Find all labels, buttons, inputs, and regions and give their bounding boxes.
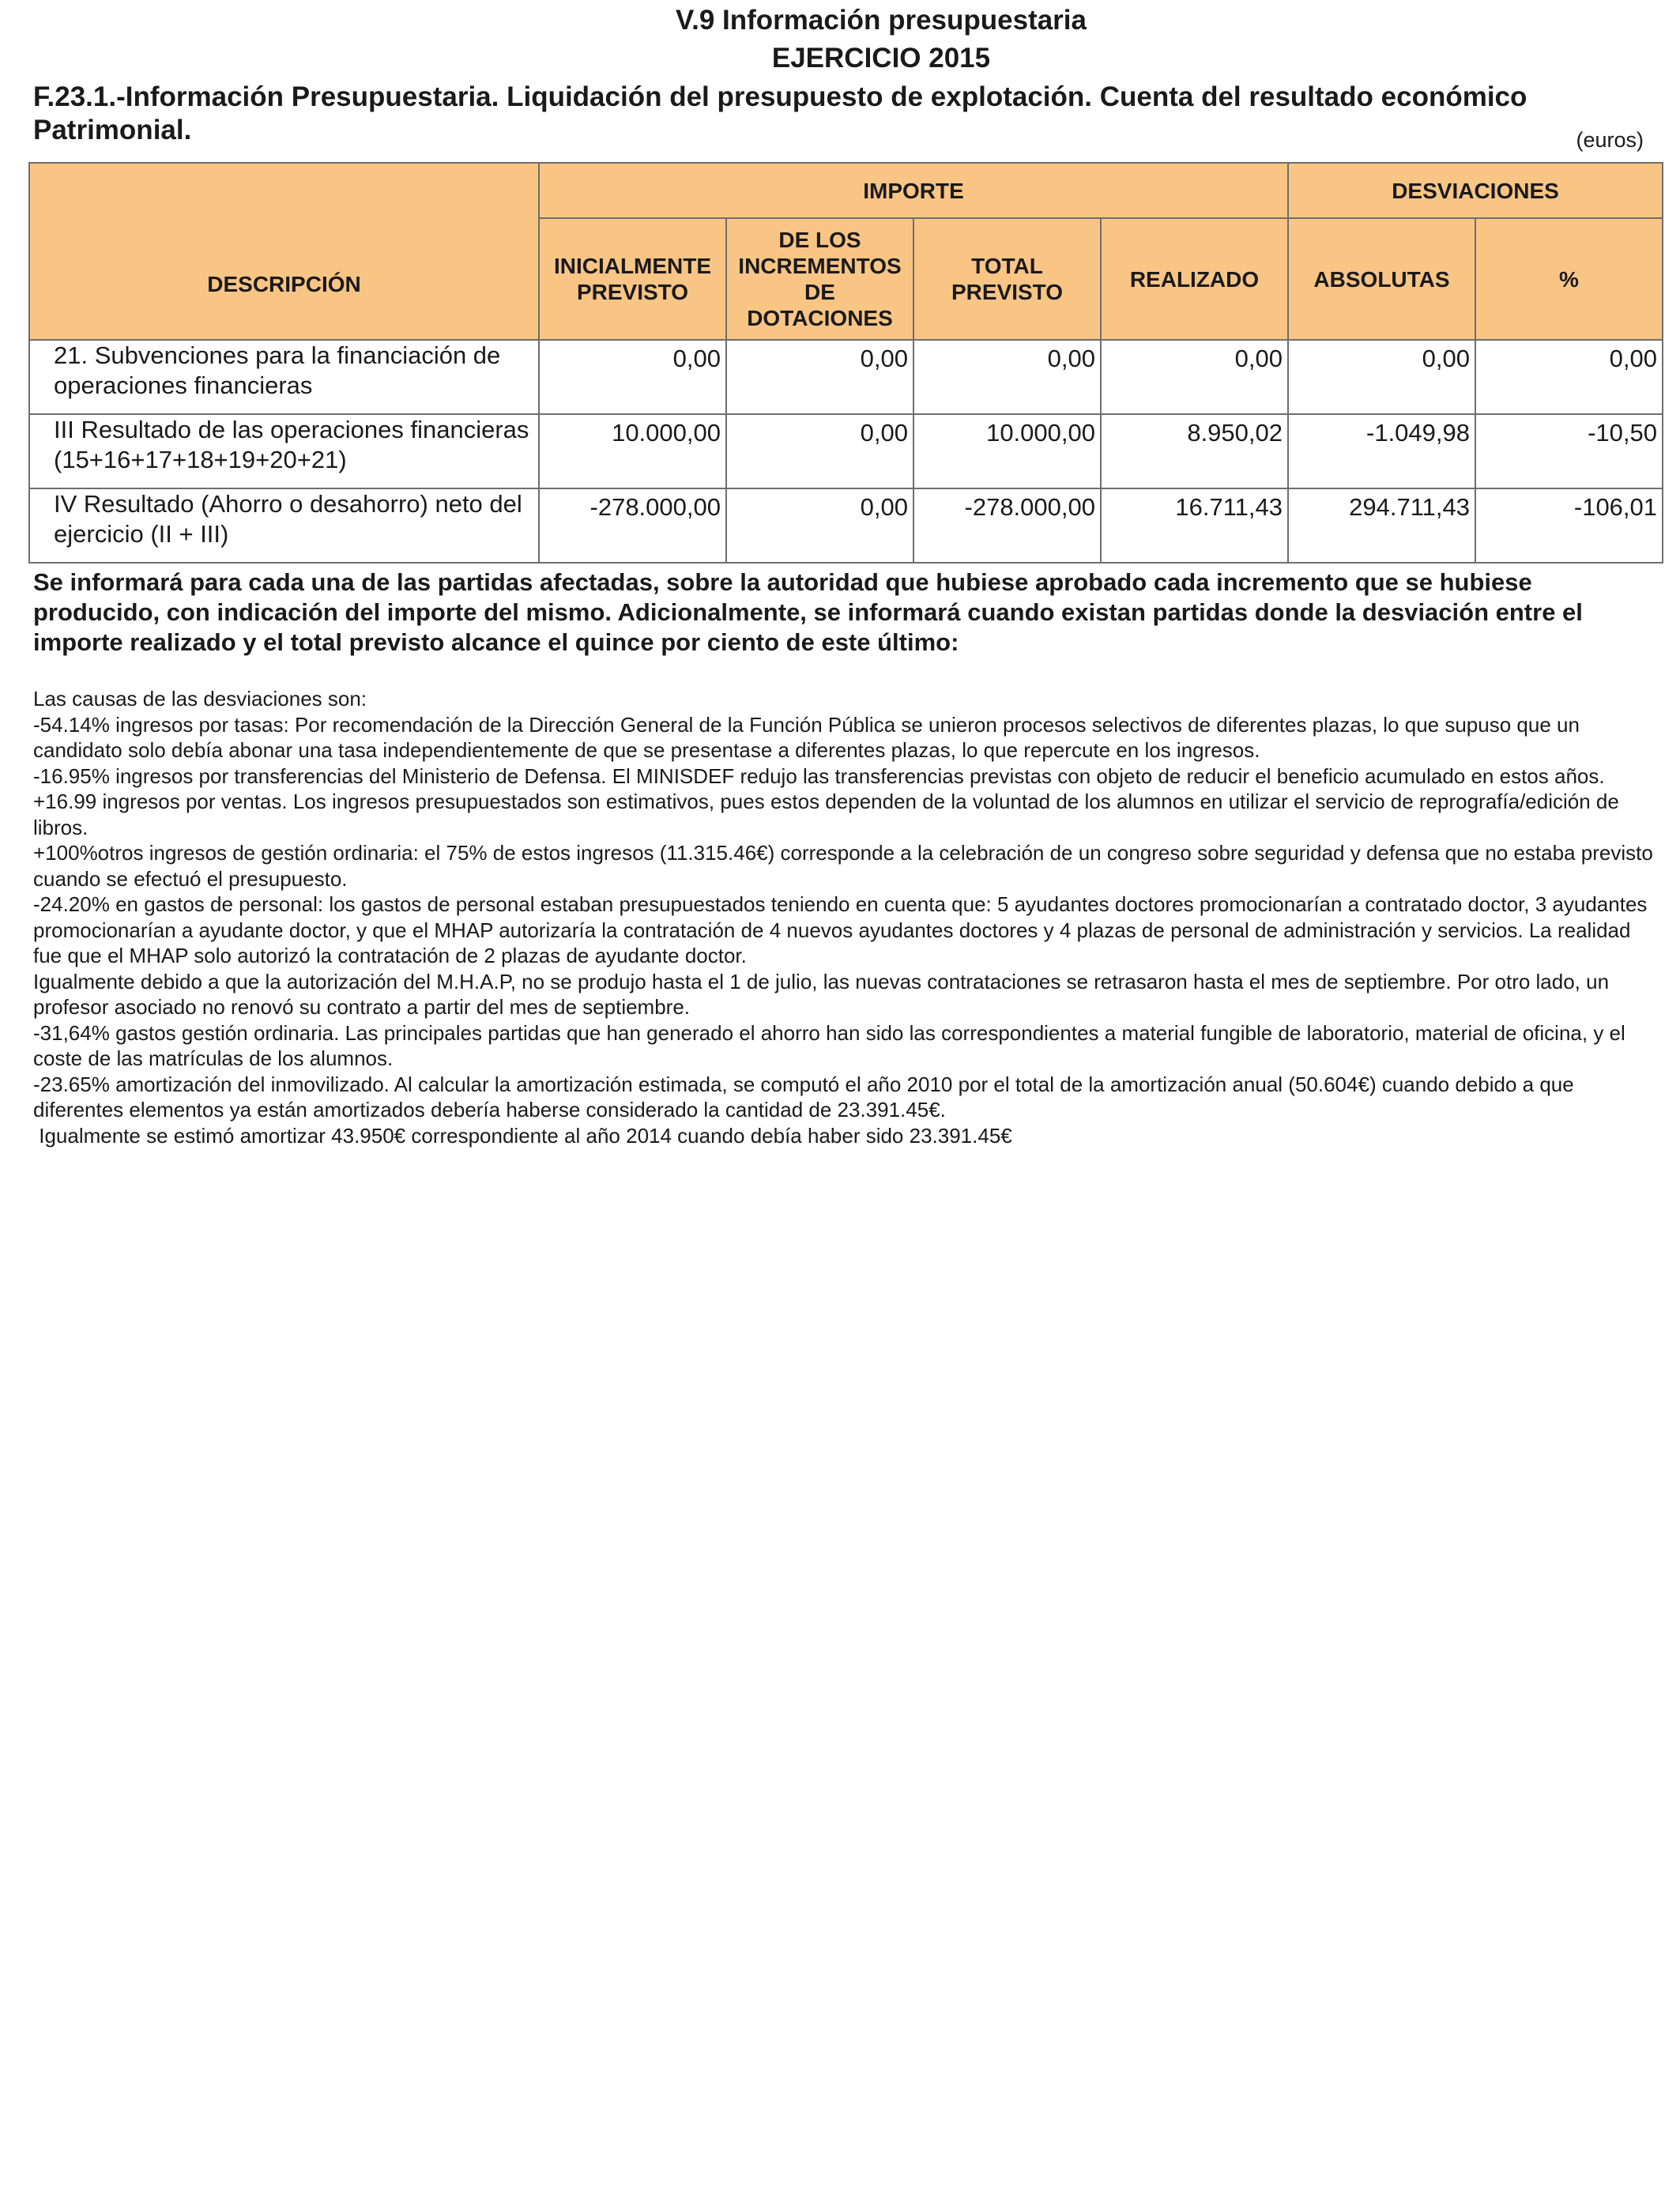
col-header-absolutas: ABSOLUTAS	[1288, 218, 1475, 340]
row-descripcion: IV Resultado (Ahorro o desahorro) neto del ejercicio (II + III)	[29, 488, 539, 563]
cell-incrementos: 0,00	[726, 340, 913, 414]
col-header-desviaciones: DESVIACIONES	[1288, 163, 1663, 218]
info-paragraph: Se informará para cada una de las partidas afectadas, sobre la autoridad que hubiese aprobado cada incremento que se hubiese producido, con indicación del importe del mismo. Adicionalmente, se informará cuando existan partidas donde la desviación entre el importe realizado y el total previsto alcance el quince por ciento de este último:	[33, 568, 1583, 656]
cell-porcentaje: -10,50	[1475, 414, 1663, 488]
title-block	[0, 2, 1680, 77]
cell-absolutas: 294.711,43	[1288, 488, 1475, 563]
cell-inicialmente-previsto: 0,00	[539, 340, 726, 414]
row-descripcion: 21. Subvenciones para la financiación de operaciones financieras	[29, 340, 539, 414]
note-line: +100%otros ingresos de gestión ordinaria: el 75% de estos ingresos (11.315.46€) corresponde a la celebración de un congreso sobre seguridad y defensa que no estaba previsto cuando se efectuó el presupuesto.	[33, 841, 1653, 891]
budget-table	[28, 162, 1663, 564]
col-header-descripcion: DESCRIPCIÓN	[29, 163, 539, 340]
col-header-importe: IMPORTE	[539, 163, 1288, 218]
cell-realizado: 16.711,43	[1101, 488, 1288, 563]
cell-realizado: 8.950,02	[1101, 414, 1288, 488]
cell-porcentaje: 0,00	[1475, 340, 1663, 414]
form-heading: F.23.1.-Información Presupuestaria. Liquidación del presupuesto de explotación. Cuenta del resultado económico Patrimonial.	[33, 81, 1527, 145]
cell-inicialmente-previsto: -278.000,00	[539, 488, 726, 563]
section-title: V.9 Información presupuestaria	[676, 5, 1087, 36]
cell-absolutas: 0,00	[1288, 340, 1475, 414]
note-line: -24.20% en gastos de personal: los gastos de personal estaban presupuestados teniendo en cuenta que: 5 ayudantes doctores promocionarían a contratado doctor, 3 ayudantes promocionarían a ayudante doctor, y que el MHAP autorizaría la contratación de 4 nuevos ayudantes doctores y 4 plazas de personal de administración y servicios. La realidad fue que el MHAP solo autorizó la contratación de 2 plazas de ayudante doctor.	[33, 892, 1648, 967]
header-row-groups	[29, 163, 1663, 218]
cell-absolutas: -1.049,98	[1288, 414, 1475, 488]
note-line: Igualmente se estimó amortizar 43.950€ correspondiente al año 2014 cuando debía haber sido 23.391.45€	[33, 1123, 1012, 1148]
note-line: -23.65% amortización del inmovilizado. Al calcular la amortización estimada, se computó el año 2010 por el total de la amortización anual (50.604€) cuando debido a que diferentes elementos ya están amortizados debería haberse considerado la cantidad de 23.391.45€.	[33, 1072, 1574, 1122]
col-header-inicialmente-previsto: INICIALMENTE PREVISTO	[539, 218, 726, 340]
col-header-incrementos: DE LOS INCREMENTOS DE DOTACIONES	[726, 218, 913, 340]
table-row	[29, 340, 1663, 414]
col-header-porcentaje: %	[1475, 218, 1663, 340]
note-line: Las causas de las desviaciones son:	[33, 687, 367, 711]
table-row	[29, 414, 1663, 488]
note-line: -31,64% gastos gestión ordinaria. Las principales partidas que han generado el ahorro han sido las correspondientes a material fungible de laboratorio, material de oficina, y el coste de las matrículas de los alumnos.	[33, 1020, 1625, 1070]
cell-total-previsto: 0,00	[913, 340, 1101, 414]
note-line: -54.14% ingresos por tasas: Por recomendación de la Dirección General de la Función Pública se unieron procesos selectivos de diferentes plazas, lo que supuso que un candidato solo debía abonar una tasa independientemente de que se presentase a diferentes plazas, lo que repercute en los ingresos.	[33, 712, 1580, 762]
cell-total-previsto: 10.000,00	[913, 414, 1101, 488]
note-line: +16.99 ingresos por ventas. Los ingresos presupuestados son estimativos, pues estos dependen de la voluntad de los alumnos en utilizar el servicio de reprografía/edición de libros.	[33, 790, 1619, 839]
cell-total-previsto: -278.000,00	[913, 488, 1101, 563]
table-row	[29, 488, 1663, 563]
note-line: Igualmente debido a que la autorización del M.H.A.P, no se produjo hasta el 1 de julio, las nuevas contrataciones se retrasaron hasta el mes de septiembre. Por otro lado, un profesor asociado no renovó su contrato a partir del mes de septiembre.	[33, 969, 1610, 1019]
cell-porcentaje: -106,01	[1475, 488, 1663, 563]
cell-incrementos: 0,00	[726, 414, 913, 488]
note-line: -16.95% ingresos por transferencias del Ministerio de Defensa. El MINISDEF redujo las transferencias previstas con objeto de reducir el beneficio acumulado en estos años.	[33, 763, 1605, 788]
cell-incrementos: 0,00	[726, 488, 913, 563]
row-descripcion: III Resultado de las operaciones financieras (15+16+17+18+19+20+21)	[29, 414, 539, 488]
cell-inicialmente-previsto: 10.000,00	[539, 414, 726, 488]
deviation-notes	[33, 686, 1661, 1148]
col-header-total-previsto: TOTAL PREVISTO	[913, 218, 1101, 340]
cell-realizado: 0,00	[1101, 340, 1288, 414]
unit-note: (euros)	[1576, 128, 1644, 152]
col-header-realizado: REALIZADO	[1101, 218, 1288, 340]
year-title: EJERCICIO 2015	[771, 43, 991, 74]
